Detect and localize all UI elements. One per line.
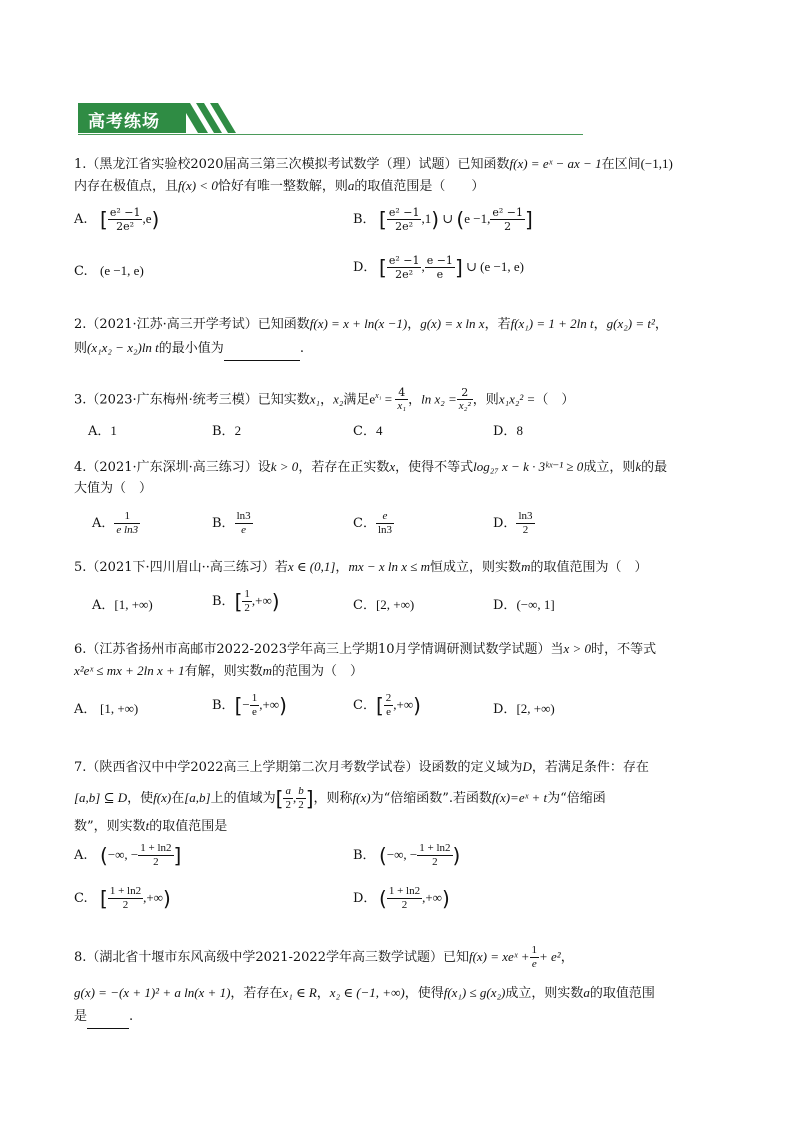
- answer-blank[interactable]: [224, 338, 300, 361]
- q5-option-b[interactable]: B．[ $\frac{1}{2}$ ,+∞): [212, 588, 280, 614]
- question-6-line-2: x²eˣ ≤ mx + 2ln x + 1有解，则实数m的范围为（ ）: [74, 663, 363, 679]
- q4-option-d[interactable]: D． $\frac{\ln 3}{2}$: [493, 510, 533, 536]
- question-1-line-1: [74, 153, 673, 176]
- banner-stripes-icon: [180, 103, 240, 133]
- q1-option-b[interactable]: B． [ $\frac{\text{e² −1}}{\text{2e²}}$ ,1) ∪ (e −1, $\frac{\text{e² −1}}{2}$ ]: [353, 206, 533, 233]
- section-banner: [78, 103, 583, 139]
- q7-option-a[interactable]: A. (−∞, − $\frac{1 + \ln 2}{2}$ ]: [74, 842, 182, 868]
- banner-underline: [78, 134, 583, 135]
- question-2-line-1: 2.（2021·江苏·高三开学考试）已知函数f(x) = x + ln(x −1)，g(x) = x ln x，若f(x₁) = 1 + 2ln t，g(x₂) = t²，: [74, 316, 668, 332]
- q3-option-c[interactable]: C．4: [353, 423, 383, 439]
- q7-option-b[interactable]: B． (−∞, − $\frac{1 + \ln 2}{2}$ ): [353, 842, 461, 868]
- q1-option-c[interactable]: C. (e −1, e): [74, 260, 144, 283]
- q1-variable: a: [347, 178, 355, 193]
- question-7-line-3: 数”，则实数t的取值范围是: [74, 818, 228, 834]
- question-1-line-2: [74, 175, 484, 198]
- q1-text: 内存在极值点，且: [74, 179, 179, 194]
- q3-option-d[interactable]: D．8: [493, 423, 523, 439]
- option-label: A.: [74, 212, 88, 227]
- question-8-line-3: 是 .: [74, 1006, 133, 1029]
- q6-option-a[interactable]: A． [1, +∞): [74, 701, 139, 717]
- q4-option-c[interactable]: C． $\frac{e}{\ln 3}$: [353, 510, 393, 536]
- q1-text: 的取值范围是（ ）: [354, 179, 485, 194]
- option-label: D．: [353, 260, 377, 275]
- q1-text: 恰好有唯一整数解，则: [217, 179, 348, 194]
- question-8-line-2: g(x) = −(x + 1)² + a ln(x + 1)，若存在x₁ ∈ R，x₂ ∈ (−1, +∞)，使得f(x₁) ≤ g(x₂)成立，则实数a的取值范围: [74, 985, 655, 1001]
- question-3-line-1: 3.（2023·广东梅州·统考三模）已知实数x₁，x₂满足$e^{x_1}$ = $\frac{4}{\text{x₁}}$ ，ln x₂ = $\frac{2}{\text{x₂²}}$ ，则x₁x₂² =（ ）: [74, 386, 575, 413]
- fraction: $\frac{\text{e² −1}}{\text{2e²}}$: [109, 206, 141, 233]
- q6-option-d[interactable]: D．[2, +∞): [493, 701, 555, 717]
- option-label: C.: [74, 264, 88, 279]
- banner-box: [78, 103, 186, 133]
- question-4-line-2: 大值为（ ）: [74, 481, 153, 496]
- q1-function: f(x) = eˣ − ax − 1: [509, 156, 602, 171]
- question-8-line-1: 8.（湖北省十堰市东风高级中学2021-2022学年高三数学试题）已知f(x) = xeˣ + $\frac{1}{e}$ + e²，: [74, 944, 574, 970]
- q1-condition: f(x) < 0: [178, 178, 218, 193]
- question-2-line-2: 则(x₁x₂ − x₂)ln t的最小值为 .: [74, 337, 304, 361]
- q5-option-d[interactable]: D．(−∞, 1]: [493, 597, 555, 613]
- option-label: B．: [353, 212, 376, 227]
- q7-option-c[interactable]: C. [ $\frac{1 + \ln 2}{2}$ ,+∞): [74, 885, 171, 911]
- q7-option-d[interactable]: D． ( $\frac{1 + \ln 2}{2}$ ,+∞): [353, 885, 450, 911]
- q1-option-a[interactable]: A. [ $\frac{\text{e² −1}}{\text{2e²}}$ ,e): [74, 206, 160, 233]
- q3-option-a[interactable]: A．1: [88, 423, 117, 439]
- question-4-line-1: 4.（2021·广东深圳·高三练习）设k > 0，若存在正实数x，使得不等式log₂₇ x − k · 3ᵏˣ⁻¹ ≥ 0成立，则k的最: [74, 459, 668, 475]
- q1-option-d[interactable]: D． [ $\frac{\text{e² −1}}{\text{2e²}}$ , $\frac{e -1}{e}$ ] ∪ (e −1, e): [353, 254, 524, 281]
- q1-text: 在区间: [601, 157, 641, 172]
- q6-option-b[interactable]: B．[− $\frac{1}{e}$ ,+∞): [212, 692, 287, 718]
- q5-option-a[interactable]: A．[1, +∞): [92, 597, 153, 613]
- question-7-line-2: [a,b] ⊆ D，使f(x)在[a,b]上的值域为[ $\frac{a}{2}$ , $\frac{b}{2}$ ]，则称f(x)为“倍缩函数”.若函数f(x)=eˣ + t为“倍缩函: [74, 785, 606, 811]
- question-7-line-1: 7.（陕西省汉中中学2022高三上学期第二次月考数学试卷）设函数的定义域为D，若满足条件：存在: [74, 759, 649, 775]
- question-6-line-1: 6.（江苏省扬州市高邮市2022-2023学年高三上学期10月学情调研测试数学试题）当x > 0时，不等式: [74, 641, 657, 657]
- answer-blank[interactable]: [87, 1006, 129, 1029]
- question-5-line-1: 5.（2021下·四川眉山··高三练习）若x ∈ (0,1]，mx − x ln x ≤ m恒成立，则实数m的取值范围为（ ）: [74, 559, 648, 575]
- q1-interval: (−1,1): [640, 156, 673, 171]
- banner-title: 高考练场: [88, 112, 160, 132]
- q4-option-a[interactable]: A． $\frac{1}{\text{e ln3}}$: [92, 510, 139, 536]
- q5-option-c[interactable]: C．[2, +∞): [353, 597, 415, 613]
- q6-option-c[interactable]: C．[ $\frac{2}{e}$ ,+∞): [353, 692, 421, 718]
- q3-option-b[interactable]: B．2: [212, 423, 242, 439]
- q4-option-b[interactable]: B． $\frac{\ln 3}{e}$: [212, 510, 251, 536]
- q1-text: 1.（黑龙江省实验校2020届高三第三次模拟考试数学（理）试题）已知函数: [74, 157, 510, 172]
